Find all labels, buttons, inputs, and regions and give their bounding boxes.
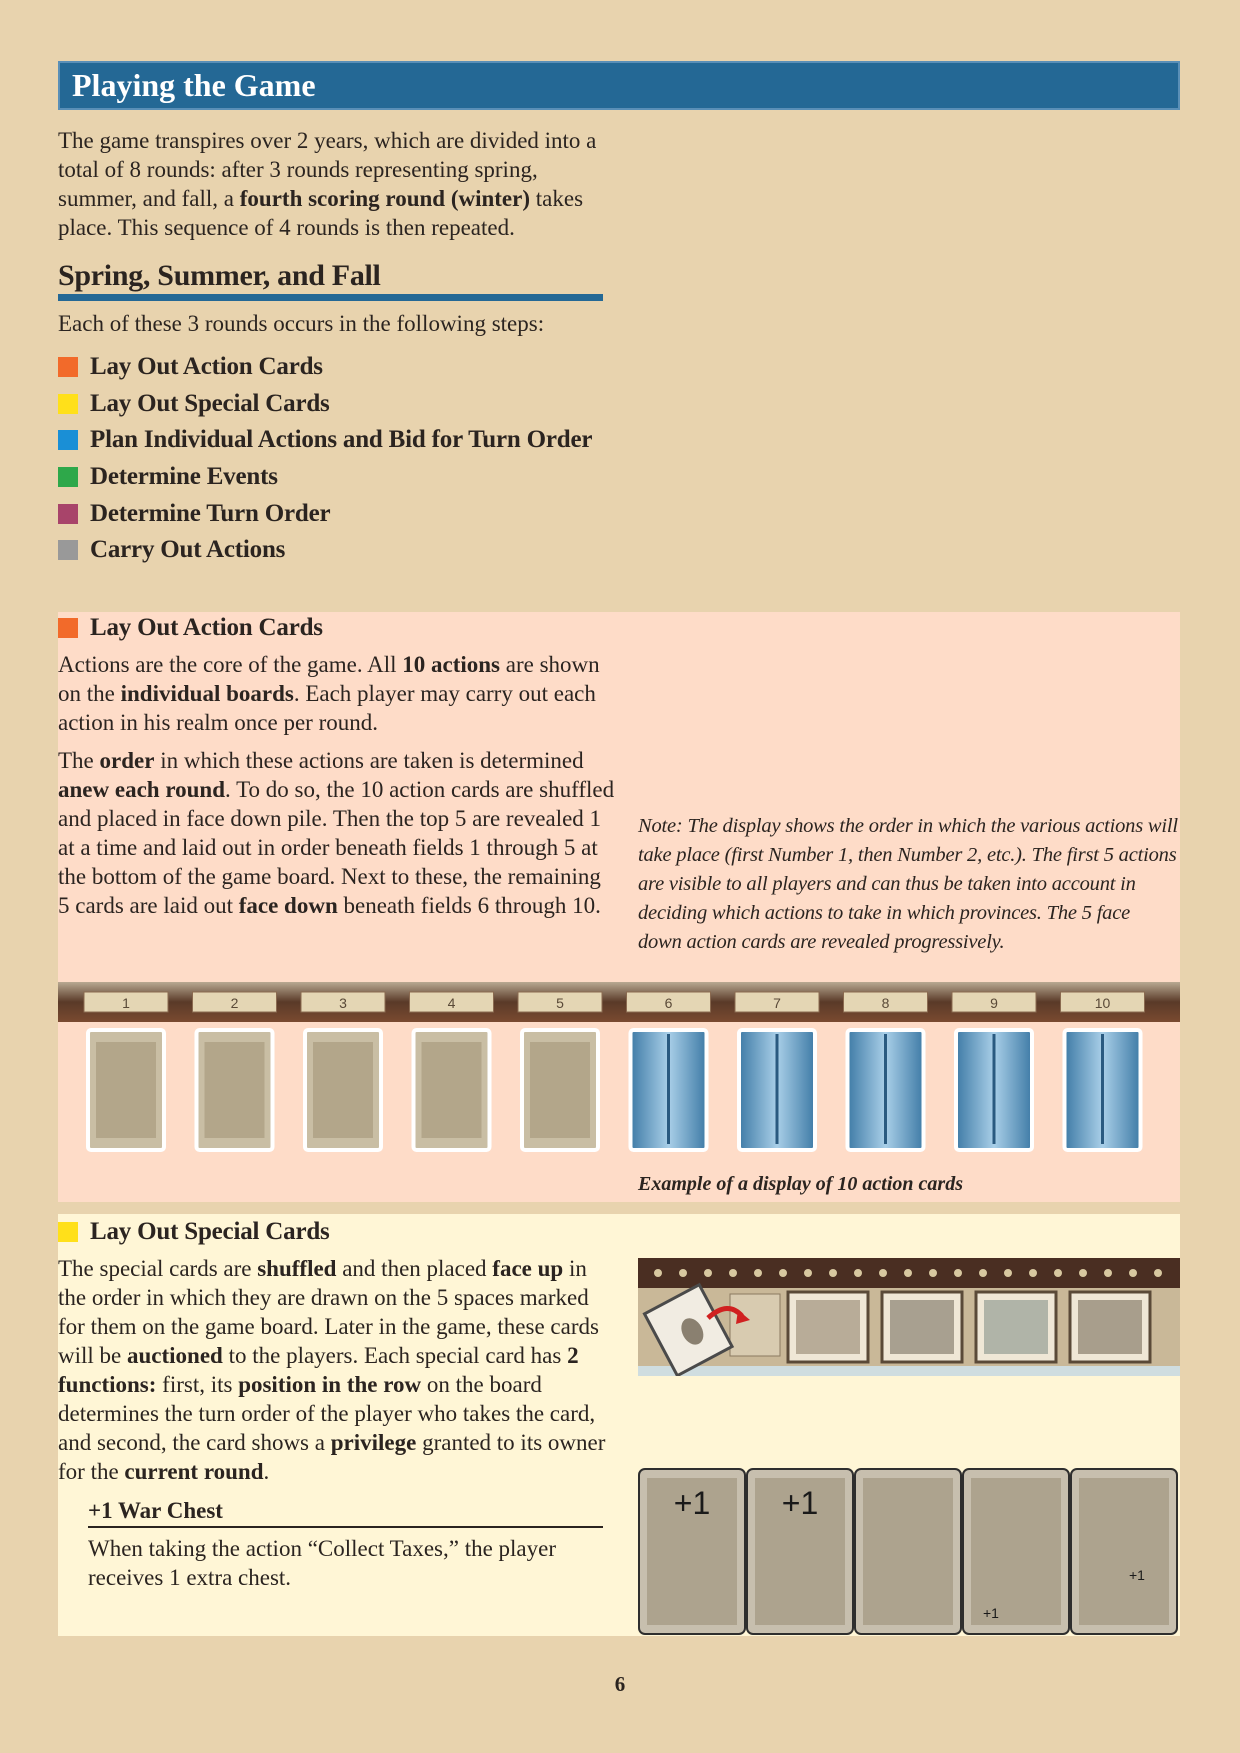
section-subtitle: Spring, Summer, and Fall <box>58 258 603 301</box>
card-artwork <box>205 1042 265 1138</box>
yellow-square-icon <box>58 1222 78 1242</box>
step-item: Determine Turn Order <box>58 495 592 532</box>
orange-square-icon <box>58 357 78 377</box>
card-artwork <box>313 1042 373 1138</box>
field-number-2: 2 <box>230 995 239 1011</box>
special-card-label: +1 <box>673 1485 711 1521</box>
card-artwork <box>422 1042 482 1138</box>
action-cards-heading: Lay Out Action Cards <box>58 614 323 642</box>
special-card-board-illustration <box>638 1258 1180 1376</box>
field-number-8: 8 <box>881 995 890 1011</box>
page-number: 6 <box>614 1672 626 1696</box>
special-card-artwork <box>1079 1478 1169 1625</box>
step-item: Plan Individual Actions and Bid for Turn Order <box>58 422 592 459</box>
display-caption: Example of a display of 10 action cards <box>638 1173 963 1195</box>
page-title: Playing the Game <box>58 61 1180 110</box>
yellow-square-icon <box>58 394 78 414</box>
war-chest-heading: +1 War Chest <box>88 1496 603 1528</box>
card-artwork <box>530 1042 590 1138</box>
action-paragraph-2: The order in which these actions are taken is determined anew each round. To do so, the 10 action cards are shuffled and placed in face down pile. Then the top 5 are revealed 1 at a time and laid out in order beneath fields 1 through 5 at the bottom of the game board. Next to these, the remaining 5 cards are laid out face down beneath fields 6 through 10. <box>58 748 615 918</box>
intro-paragraph: The game transpires over 2 years, which are divided into a total of 8 rounds: after 3 rounds representing spring, summer, and fall, a fourth scoring round (winter) takes place. This sequence of 4 rounds is then repeated. <box>58 128 597 240</box>
display-note: Note: The display shows the order in which the various actions will take place (first Number 1, then Number 2, etc.). The first 5 actions are visible to all players and can thus be taken into account in deciding which actions to take in which provinces. The 5 face down action cards are revealed progressively. <box>638 815 1178 953</box>
card-artwork <box>96 1042 156 1138</box>
field-number-7: 7 <box>773 995 781 1011</box>
special-card-label: +1 <box>1129 1567 1145 1583</box>
orange-square-icon <box>58 618 78 638</box>
action-paragraph-1: Actions are the core of the game. All 10 actions are shown on the individual boards. Each player may carry out each action in his realm once per round. <box>58 652 600 735</box>
special-card-label: +1 <box>983 1605 999 1621</box>
war-chest-text: When taking the action “Collect Taxes,” the player receives 1 extra chest. <box>88 1536 557 1590</box>
gray-square-icon <box>58 540 78 560</box>
special-cards-section <box>58 1214 1180 1636</box>
field-number-9: 9 <box>990 995 998 1011</box>
steps-intro: Each of these 3 rounds occurs in the following steps: <box>58 311 545 336</box>
field-number-4: 4 <box>447 995 456 1011</box>
action-cards-section <box>58 612 1180 1202</box>
field-number-1: 1 <box>122 995 130 1011</box>
field-number-6: 6 <box>664 995 673 1011</box>
blue-square-icon <box>58 430 78 450</box>
special-paragraph: The special cards are shuffled and then placed face up in the order in which they are drawn on the 5 spaces marked for them on the game board. Later in the game, these cards will be auctioned to the players. Each special card has 2 functions: first, its position in the row on the board determines the turn order of the player who takes the card, and second, the card shows a privilege granted to its owner for the current round. <box>58 1256 606 1484</box>
step-list <box>58 349 592 569</box>
special-cards-illustration <box>638 1468 1180 1636</box>
action-cards <box>88 1030 1141 1150</box>
step-item: Lay Out Action Cards <box>58 349 592 386</box>
step-item: Determine Events <box>58 459 592 496</box>
special-cards-heading: Lay Out Special Cards <box>58 1218 330 1246</box>
green-square-icon <box>58 467 78 487</box>
field-number-5: 5 <box>556 995 564 1011</box>
field-number-10: 10 <box>1094 995 1111 1011</box>
step-item: Carry Out Actions <box>58 532 592 569</box>
special-card-label: +1 <box>781 1485 819 1521</box>
special-card-artwork <box>971 1478 1061 1625</box>
special-card-artwork <box>863 1478 953 1625</box>
field-number-3: 3 <box>339 995 347 1011</box>
action-card-display-illustration <box>58 972 1180 1172</box>
purple-square-icon <box>58 504 78 524</box>
step-item: Lay Out Special Cards <box>58 386 592 423</box>
